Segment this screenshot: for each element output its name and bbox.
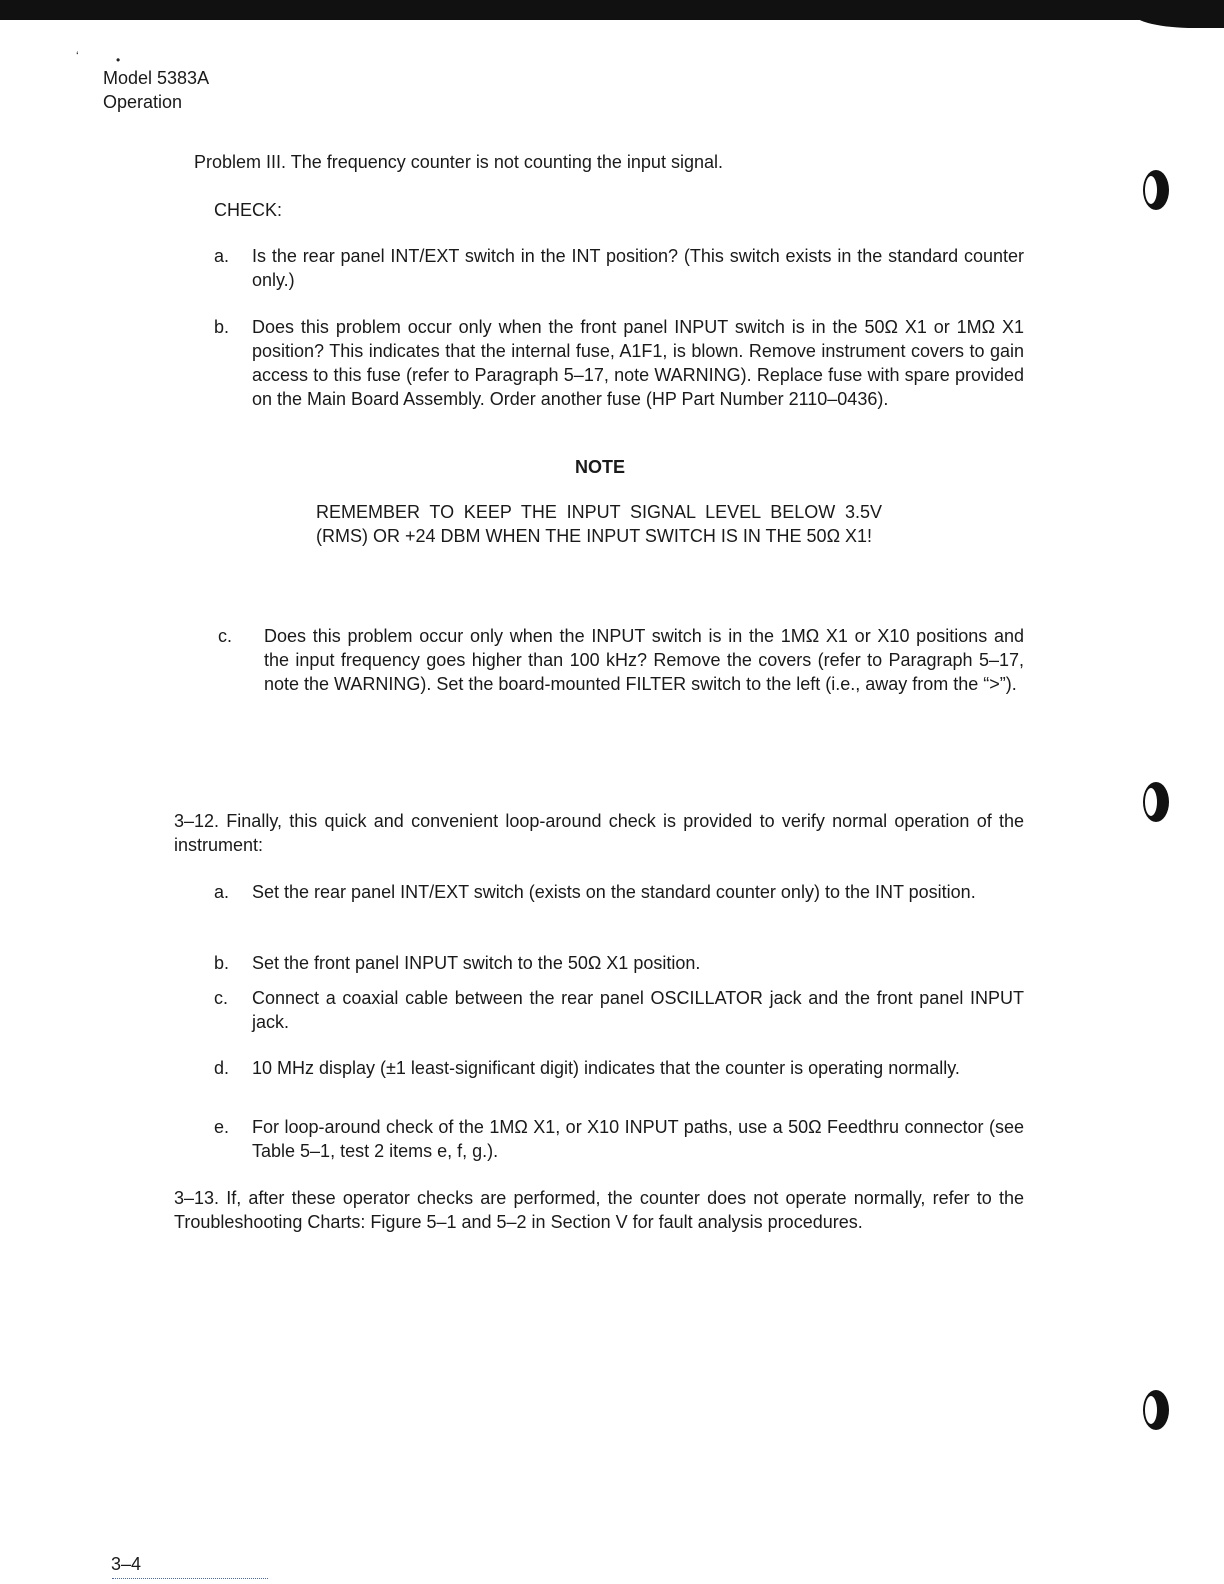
list-item bbox=[214, 986, 1024, 1034]
page-number: 3–4 bbox=[111, 1554, 142, 1574]
section-label: Operation bbox=[103, 92, 183, 112]
scan-top-border bbox=[0, 0, 1224, 20]
list-item bbox=[214, 1115, 1024, 1163]
item-letter: b. bbox=[214, 953, 230, 973]
item-text: Does this problem occur only when the INPUT switch is in the 1MΩ X1 or X10 positions and the input frequency goes higher than 100 kHz? Remove the covers (refer to Paragraph 5–17, note the WARNING). Set the board-mounted FILTER switch to the left (i.e., away from the “>”). bbox=[264, 626, 1024, 694]
scan-speck: • bbox=[116, 53, 121, 67]
bottom-dotted-rule bbox=[112, 1578, 268, 1580]
item-letter: a. bbox=[214, 246, 230, 266]
item-letter: d. bbox=[214, 1058, 230, 1078]
scan-speck: ‘ bbox=[76, 49, 79, 63]
item-letter: b. bbox=[214, 317, 230, 337]
item-text: 10 MHz display (±1 least-significant digit) indicates that the counter is operating normally. bbox=[252, 1058, 960, 1078]
item-text: For loop-around check of the 1MΩ X1, or X10 INPUT paths, use a 50Ω Feedthru connector (see Table 5–1, test 2 items e, f, g.). bbox=[252, 1117, 1024, 1161]
model-label: Model 5383A bbox=[103, 68, 210, 88]
list-item bbox=[214, 951, 1024, 975]
item-letter: a. bbox=[214, 882, 230, 902]
problem-title: Problem III. The frequency counter is not counting the input signal. bbox=[194, 152, 723, 172]
item-text: Does this problem occur only when the front panel INPUT switch is in the 50Ω X1 or 1MΩ X1 position? This indicates that the internal fuse, A1F1, is blown. Remove instrument covers to gain access to this fuse (refer to Paragraph 5–17, note WARNING). Replace fuse with spare provided on the Main Board Assembly. Order another fuse (HP Part Number 2110–0436). bbox=[252, 317, 1024, 409]
list-item bbox=[214, 244, 1024, 292]
binder-hole-mark bbox=[1143, 782, 1169, 822]
page-header bbox=[103, 66, 209, 114]
note-title: NOTE bbox=[574, 457, 625, 477]
item-text: Set the front panel INPUT switch to the 50Ω X1 position. bbox=[252, 953, 701, 973]
item-text: Set the rear panel INT/EXT switch (exists on the standard counter only) to the INT position. bbox=[252, 882, 976, 902]
item-letter: c. bbox=[218, 626, 233, 646]
item-letter: c. bbox=[214, 988, 229, 1008]
list-item bbox=[214, 880, 1024, 904]
list-item bbox=[214, 315, 1024, 411]
paragraph-3-13: 3–13. If, after these operator checks are performed, the counter does not operate normally, refer to the Troubleshooting Charts: Figure 5–1 and 5–2 in Section V for fault analysis procedures. bbox=[174, 1188, 1024, 1232]
check-label: CHECK: bbox=[214, 200, 283, 220]
paragraph-3-12: 3–12. Finally, this quick and convenient loop-around check is provided to verify normal operation of the instrument: bbox=[174, 811, 1024, 855]
item-text: Connect a coaxial cable between the rear panel OSCILLATOR jack and the front panel INPUT jack. bbox=[252, 988, 1024, 1032]
item-letter: e. bbox=[214, 1117, 230, 1137]
binder-hole-mark bbox=[1143, 1390, 1169, 1430]
list-item bbox=[218, 624, 1024, 696]
list-item bbox=[214, 1056, 1024, 1080]
note-body: REMEMBER TO KEEP THE INPUT SIGNAL LEVEL BELOW 3.5V (RMS) OR +24 DBM WHEN THE INPUT SWITCH IS IN THE 50Ω X1! bbox=[316, 502, 882, 546]
item-text: Is the rear panel INT/EXT switch in the INT position? (This switch exists in the standard counter only.) bbox=[252, 246, 1024, 290]
binder-hole-mark bbox=[1143, 170, 1169, 210]
